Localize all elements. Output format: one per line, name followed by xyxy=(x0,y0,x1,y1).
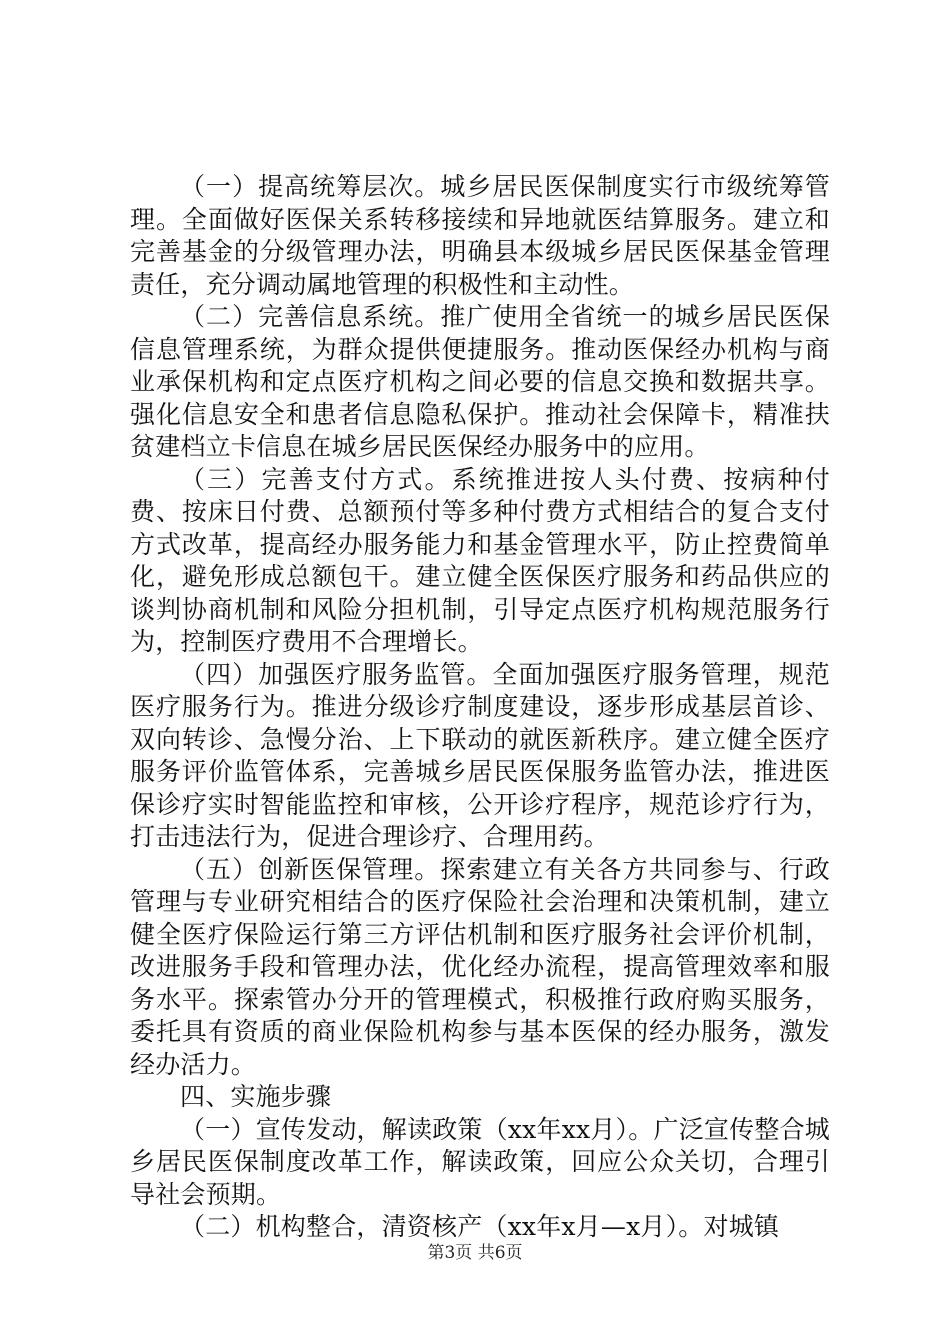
paragraph-publicity: （一）宣传发动，解读政策（xx年xx月）。广泛宣传整合城乡居民医保制度改革工作，解读政策，回应公众关切，合理引导社会预期。 xyxy=(130,1114,830,1209)
section-heading-implementation-steps: 四、实施步骤 xyxy=(180,1082,332,1111)
paragraph-service-supervision: （四）加强医疗服务监管。全面加强医疗服务管理，规范医疗服务行为。推进分级诊疗制度建设，逐步形成基层首诊、双向转诊、急慢分治、上下联动的就医新秩序。建立健全医疗服务评价监管体系，完善城乡居民医保服务监管办法，推进医保诊疗实时智能监控和审核，公开诊疗程序，规范诊疗行为，打击违法行为，促进合理诊疗、合理用药。 xyxy=(130,659,830,851)
paragraph-payment-methods: （三）完善支付方式。系统推进按人头付费、按病种付费、按床日付费、总额预付等多种付费方式相结合的复合支付方式改革，提高经办服务能力和基金管理水平，防止控费简单化，避免形成总额包干。建立健全医保医疗服务和药品供应的谈判协商机制和风险分担机制，引导定点医疗机构规范服务行为，控制医疗费用不合理增长。 xyxy=(130,464,830,656)
document-body xyxy=(130,171,830,1244)
paragraph-information-system: （二）完善信息系统。推广使用全省统一的城乡居民医保信息管理系统，为群众提供便捷服务。推动医保经办机构与商业承保机构和定点医疗机构之间必要的信息交换和数据共享。强化信息安全和患者信息隐私保护。推动社会保障卡，精准扶贫建档立卡信息在城乡居民医保经办服务中的应用。 xyxy=(130,302,830,461)
paragraph-innovate-management: （五）创新医保管理。探索建立有关各方共同参与、行政管理与专业研究相结合的医疗保险社会治理和决策机制，建立健全医疗保险运行第三方评估机制和医疗服务社会评价机制，改进服务手段和管理办法，优化经办流程，提高管理效率和服务水平。探索管办分开的管理模式，积极推行政府购买服务，委托具有资质的商业保险机构参与基本医保的经办服务，激发经办活力。 xyxy=(130,854,830,1079)
paragraph-improve-pooling: （一）提高统筹层次。城乡居民医保制度实行市级统筹管理。全面做好医保关系转移接续和异地就医结算服务。建立和完善基金的分级管理办法，明确县本级城乡居民医保基金管理责任，充分调动属地管理的积极性和主动性。 xyxy=(130,172,830,299)
paragraph-institution-integration: （二）机构整合，清资核产（xx年x月—x月）。对城镇 xyxy=(180,1212,780,1241)
page-number-footer: 第3页 共6页 xyxy=(427,1243,523,1263)
